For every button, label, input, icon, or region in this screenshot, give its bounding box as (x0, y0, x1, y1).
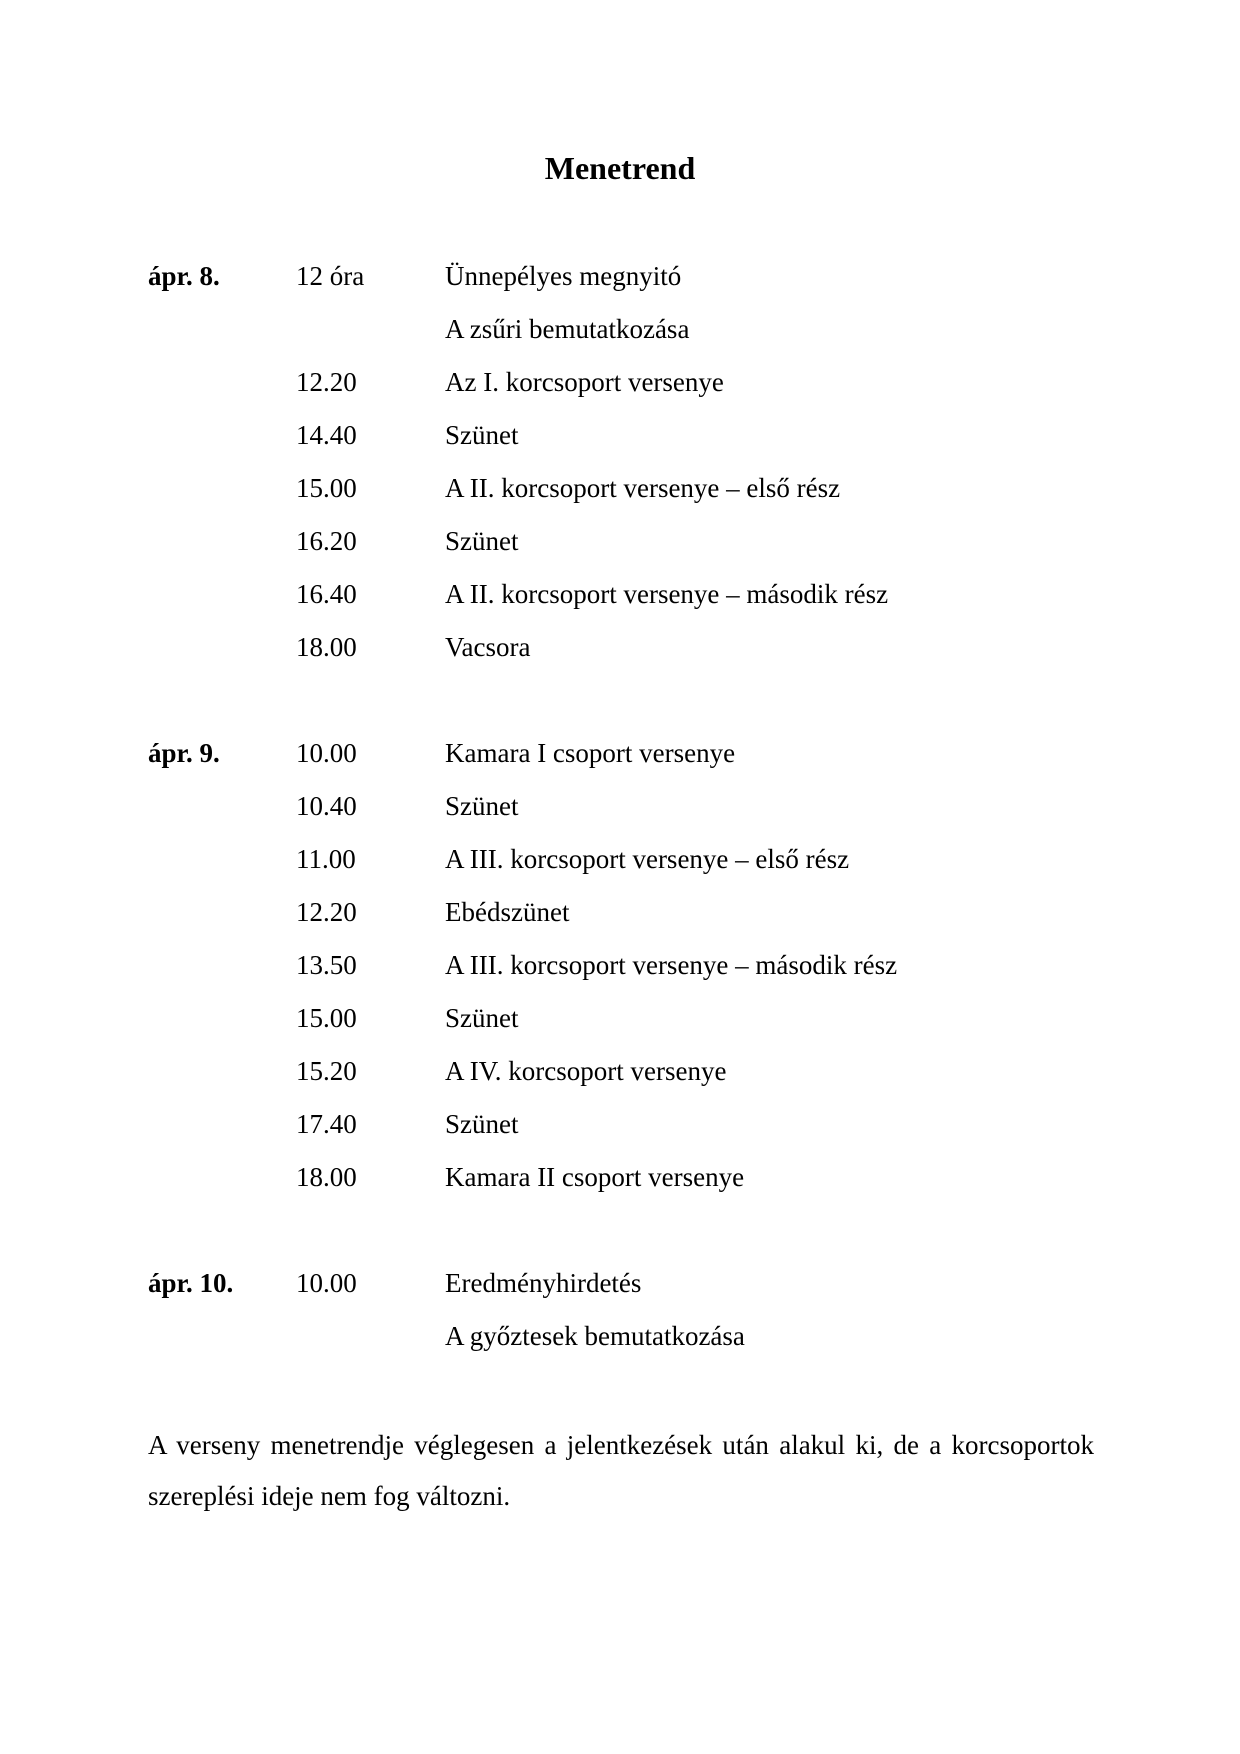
row-event: Vacsora (445, 632, 531, 662)
row-time: 12.20 (296, 367, 357, 397)
schedule-row (148, 1104, 1108, 1157)
row-time: 13.50 (296, 950, 357, 980)
row-event: Kamara II csoport versenye (445, 1162, 745, 1192)
schedule-row (148, 256, 1108, 309)
row-event: Eredményhirdetés (445, 1268, 642, 1298)
schedule-row (148, 945, 1108, 998)
row-time: 11.00 (296, 844, 356, 874)
row-time: 10.40 (296, 791, 357, 821)
schedule-row (148, 1051, 1108, 1104)
row-event: A III. korcsoport versenye – második rész (445, 950, 898, 980)
row-event: Szünet (445, 420, 519, 450)
row-time: 16.20 (296, 526, 357, 556)
schedule (148, 256, 1108, 1422)
row-time: 18.00 (296, 1162, 357, 1192)
row-event: Szünet (445, 1109, 519, 1139)
schedule-row (148, 1316, 1108, 1369)
row-event: A II. korcsoport versenye – első rész (445, 473, 841, 503)
row-time: 10.00 (296, 1268, 357, 1298)
schedule-row (148, 521, 1108, 574)
row-time: 16.40 (296, 579, 357, 609)
row-event: Kamara I csoport versenye (445, 738, 736, 768)
schedule-row (148, 892, 1108, 945)
row-event: Szünet (445, 1003, 519, 1033)
row-time: 18.00 (296, 632, 357, 662)
schedule-row (148, 627, 1108, 680)
row-event: Szünet (445, 791, 519, 821)
day-date: ápr. 9. (148, 738, 220, 768)
row-event: Az I. korcsoport versenye (445, 367, 724, 397)
schedule-row (148, 362, 1108, 415)
schedule-row (148, 468, 1108, 521)
schedule-day (148, 256, 1108, 680)
schedule-row (148, 733, 1108, 786)
schedule-row (148, 786, 1108, 839)
row-event: A II. korcsoport versenye – második rész (445, 579, 889, 609)
row-event: A IV. korcsoport versenye (445, 1056, 727, 1086)
row-event: A zsűri bemutatkozása (445, 314, 690, 344)
schedule-row (148, 1263, 1108, 1316)
row-time: 15.20 (296, 1056, 357, 1086)
schedule-row (148, 998, 1108, 1051)
row-time: 12.20 (296, 897, 357, 927)
day-date: ápr. 10. (148, 1268, 234, 1298)
schedule-row (148, 839, 1108, 892)
row-event: Szünet (445, 526, 519, 556)
day-date: ápr. 8. (148, 261, 220, 291)
row-time: 14.40 (296, 420, 357, 450)
page-title: Menetrend (544, 150, 696, 186)
closing-note: A verseny menetrendje véglegesen a jelentkezések után alakul ki, de a korcsoportok szereplési ideje nem fog változni. (148, 1430, 1094, 1511)
schedule-row (148, 415, 1108, 468)
row-event: A győztesek bemutatkozása (445, 1321, 745, 1351)
schedule-row (148, 1157, 1108, 1210)
row-time: 15.00 (296, 473, 357, 503)
row-time: 10.00 (296, 738, 357, 768)
row-event: Ebédszünet (445, 897, 570, 927)
row-time: 17.40 (296, 1109, 357, 1139)
row-event: A III. korcsoport versenye – első rész (445, 844, 850, 874)
schedule-row (148, 574, 1108, 627)
schedule-day (148, 733, 1108, 1210)
row-time: 15.00 (296, 1003, 357, 1033)
row-event: Ünnepélyes megnyitó (445, 261, 682, 291)
row-time: 12 óra (296, 261, 365, 291)
schedule-day (148, 1263, 1108, 1369)
schedule-row (148, 309, 1108, 362)
